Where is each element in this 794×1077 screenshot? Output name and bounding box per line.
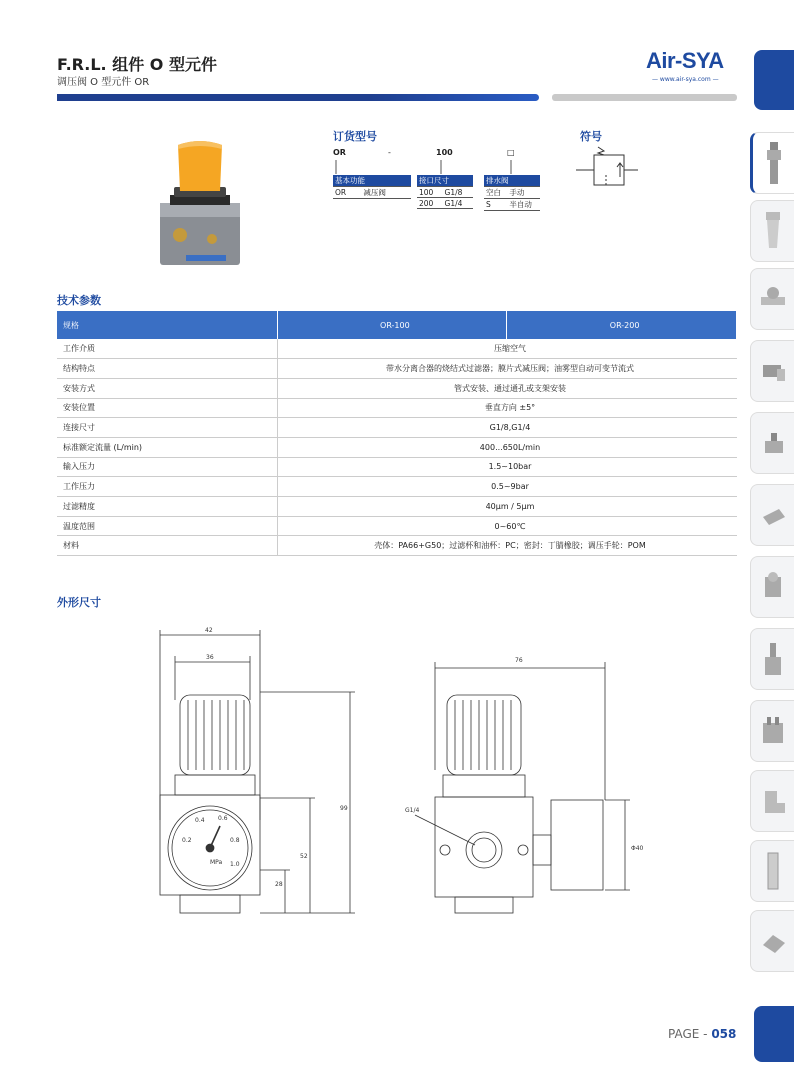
valve-icon — [759, 279, 787, 319]
order-code-part-4: □ — [507, 148, 515, 157]
cylinder-icon — [759, 637, 787, 681]
gauge-unit: MPa — [210, 859, 223, 866]
dim-side-gauge-dia: Φ40 — [631, 845, 644, 852]
specs-table: 规格 OR-100 OR-200 工作介质 压缩空气 结构特点 带水分离合器的烧结式过滤器；膜片式减压阀；油雾型自动可变节流式 安装方式 管式安装、通过通孔或支架安装 安装位置 垂直方向 ±5° 连接尺寸 G1/8,G1/4 标准额定流量 (L/min) 400...650L/min 输入压力 1.5~10bar 工作压力 0.5~9bar 过滤精度 40μm / 5μm 温度范围 0~60℃ 材料 壳体：PA66+G50；过滤杯和油杯：PC；密封：丁腈橡胶；调压手轮：POM — [57, 311, 737, 556]
regulator-symbol — [576, 145, 638, 195]
table-row: 安装位置 垂直方向 ±5° — [57, 398, 737, 418]
side-item-pump[interactable] — [750, 910, 794, 972]
side-tab-top — [754, 50, 794, 110]
table-row: 标准额定流量 (L/min) 400...650L/min — [57, 437, 737, 457]
dim-front-height-low: 28 — [275, 881, 283, 888]
solenoid-icon — [759, 495, 787, 535]
side-item-cylinder[interactable] — [750, 628, 794, 690]
specs-heading: 技术参数 — [57, 294, 101, 307]
order-connectors — [333, 160, 543, 176]
side-item-fitting[interactable] — [750, 340, 794, 402]
dimensions-heading: 外形尺寸 — [57, 596, 101, 609]
filter-icon — [763, 208, 783, 254]
table-row: 结构特点 带水分离合器的烧结式过滤器；膜片式减压阀；油雾型自动可变节流式 — [57, 359, 737, 379]
side-item-coupler[interactable] — [750, 840, 794, 902]
table-row: 工作压力 0.5~9bar — [57, 477, 737, 497]
pump-icon — [759, 921, 787, 961]
header-bar-gray — [552, 94, 737, 101]
silencer-icon — [759, 423, 787, 463]
manifold-icon — [759, 567, 787, 607]
table-row: 过滤精度 40μm / 5μm — [57, 497, 737, 517]
dim-front-height-total: 99 — [340, 805, 348, 812]
order-code-part-1: OR — [333, 148, 346, 157]
order-table-drain: 排水阀 空白 手动 S 半自动 — [484, 175, 540, 211]
fitting-icon — [759, 351, 787, 391]
side-item-manifold[interactable] — [750, 556, 794, 618]
brand-logo: Air-SYA — [646, 48, 724, 73]
gauge-mark-0.8: 0.8 — [230, 837, 240, 844]
elbow-icon — [759, 781, 787, 821]
gauge-mark-1.0: 1.0 — [230, 861, 240, 868]
regulator-icon — [764, 140, 784, 186]
dim-side-width: 76 — [515, 657, 523, 664]
page-title: F.R.L. 组件 O 型元件 — [57, 55, 217, 74]
brand-url: — www.air-sya.com — — [652, 76, 719, 83]
gauge-mark-0.4: 0.4 — [195, 817, 205, 824]
table-row: 温度范围 0~60℃ — [57, 516, 737, 536]
coupler-icon — [759, 849, 787, 893]
side-item-block[interactable] — [750, 700, 794, 762]
gauge-mark-0.2: 0.2 — [182, 837, 192, 844]
page-subtitle: 调压阀 O 型元件 OR — [57, 77, 150, 88]
side-item-valve[interactable] — [750, 268, 794, 330]
side-item-filter[interactable] — [750, 200, 794, 262]
table-row: 连接尺寸 G1/8,G1/4 — [57, 418, 737, 438]
page-number: PAGE - 058 — [668, 1027, 737, 1041]
order-table-function: 基本功能 OR 减压阀 — [333, 175, 411, 199]
header-bar-blue — [57, 94, 539, 101]
table-row: 工作介质 压缩空气 — [57, 339, 737, 359]
table-row: 材料 壳体：PA66+G50；过滤杯和油杯：PC；密封：丁腈橡胶；调压手轮：POM — [57, 536, 737, 556]
front-view-drawing — [150, 620, 370, 920]
table-row: 安装方式 管式安装、通过通孔或支架安装 — [57, 378, 737, 398]
dim-front-height-mid: 52 — [300, 853, 308, 860]
table-row: 输入压力 1.5~10bar — [57, 457, 737, 477]
gauge-mark-0.6: 0.6 — [218, 815, 228, 822]
product-photo — [150, 135, 250, 270]
block-icon — [759, 711, 787, 751]
order-heading: 订货型号 — [333, 130, 377, 143]
side-item-elbow[interactable] — [750, 770, 794, 832]
side-item-solenoid[interactable] — [750, 484, 794, 546]
dim-front-width-outer: 42 — [205, 627, 213, 634]
side-item-silencer[interactable] — [750, 412, 794, 474]
dim-side-port: G1/4 — [405, 807, 420, 814]
order-code-part-3: 100 — [436, 148, 453, 157]
order-table-port: 接口尺寸 100 G1/8 200 G1/4 — [417, 175, 473, 209]
side-tab-bottom — [754, 1006, 794, 1062]
order-code-part-2: - — [388, 148, 391, 157]
side-view-drawing — [395, 650, 645, 920]
dim-front-width-inner: 36 — [206, 654, 214, 661]
side-item-regulator[interactable] — [750, 132, 794, 194]
symbol-heading: 符号 — [580, 130, 602, 143]
